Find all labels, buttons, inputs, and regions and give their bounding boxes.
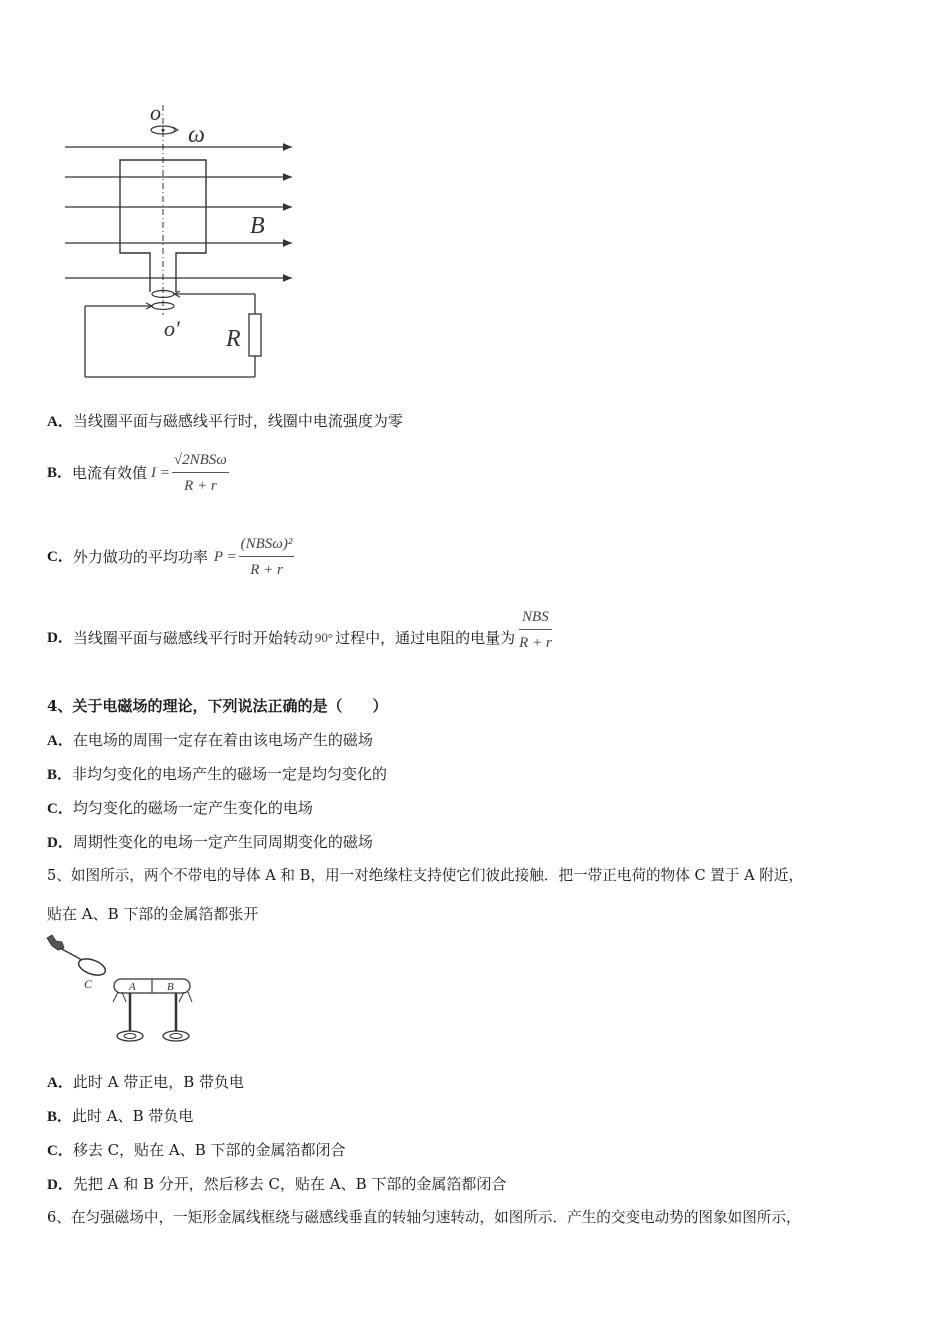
charged-sphere (76, 956, 107, 979)
label-A: A (129, 981, 136, 993)
formula-fraction: $\frac{\text{NBS}}{R + r}$ (519, 609, 552, 651)
label-o-prime: o′ (164, 316, 180, 341)
q5-option-b: B．此时 A、B 带负电 (47, 1107, 194, 1125)
q5-option-d: D．先把 A 和 B 分开，然后移去 C，贴在 A、B 下部的金属箔都闭合 (47, 1175, 507, 1193)
label-B-conductor: B (167, 981, 174, 993)
q5-stem-line1: 5、如图所示，两个不带电的导体 A 和 B，用一对绝缘柱支持使它们彼此接触．把一带正电荷的物体 C 置于 A 附近， (47, 867, 804, 884)
formula-fraction: $\frac{\text{(NBSω)²}}{R + r}$ (240, 536, 293, 578)
q5-option-c: C．移去 C，贴在 A、B 下部的金属箔都闭合 (47, 1141, 346, 1159)
formula-lhs: I = (151, 465, 170, 481)
resistor (249, 314, 261, 356)
q4-option-d: D．周期性变化的电场一定产生同周期变化的磁场 (47, 833, 373, 851)
q6-stem: 6、在匀强磁场中，一矩形金属线框绕与磁感线垂直的转轴匀速转动，如图所示．产生的交变电动势的图象如图所示， (47, 1209, 801, 1226)
label-R: R (226, 326, 241, 352)
q4-option-a: A．在电场的周围一定存在着由该电场产生的磁场 (47, 731, 373, 749)
label-omega: ω (188, 122, 205, 148)
q4-option-b: B．非均匀变化的电场产生的磁场一定是均匀变化的 (47, 765, 388, 783)
angle: 90° (314, 630, 334, 645)
q5-stem-line2: 贴在 A、B 下部的金属箔都张开 (47, 905, 259, 923)
label-B: B (250, 213, 265, 239)
conductor-diagram (42, 932, 202, 1052)
generator-diagram (60, 100, 310, 385)
formula-lhs: P = (213, 549, 237, 565)
q4-option-c: C．均匀变化的磁场一定产生变化的电场 (47, 799, 313, 817)
charged-rod (60, 948, 82, 960)
q3-option-b: B． 电流有效值 I = $\frac{\text{√2NBSω}}{R + r}$ (47, 452, 227, 494)
hand-icon (47, 935, 64, 950)
q5-option-a: A．此时 A 带正电，B 带负电 (47, 1073, 245, 1091)
label-o: o (150, 100, 161, 125)
q3-option-a: A．当线圈平面与磁感线平行时，线圈中电流强度为零 (47, 412, 403, 430)
label-C: C (84, 977, 93, 991)
formula-fraction: $\frac{\text{√2NBSω}}{R + r}$ (173, 452, 227, 494)
q3-option-d: D． 当线圈平面与磁感线平行时开始转动 90° 过程中，通过电阻的电量为 $\frac{\text{NBS}}{R + r}$ (47, 609, 552, 651)
q3-option-c: C． 外力做功的平均功率 P = $\frac{\text{(NBSω)²}}{R + r}$ (47, 536, 293, 578)
q4-stem: 4、关于电磁场的理论，下列说法正确的是（ ） (47, 697, 388, 715)
